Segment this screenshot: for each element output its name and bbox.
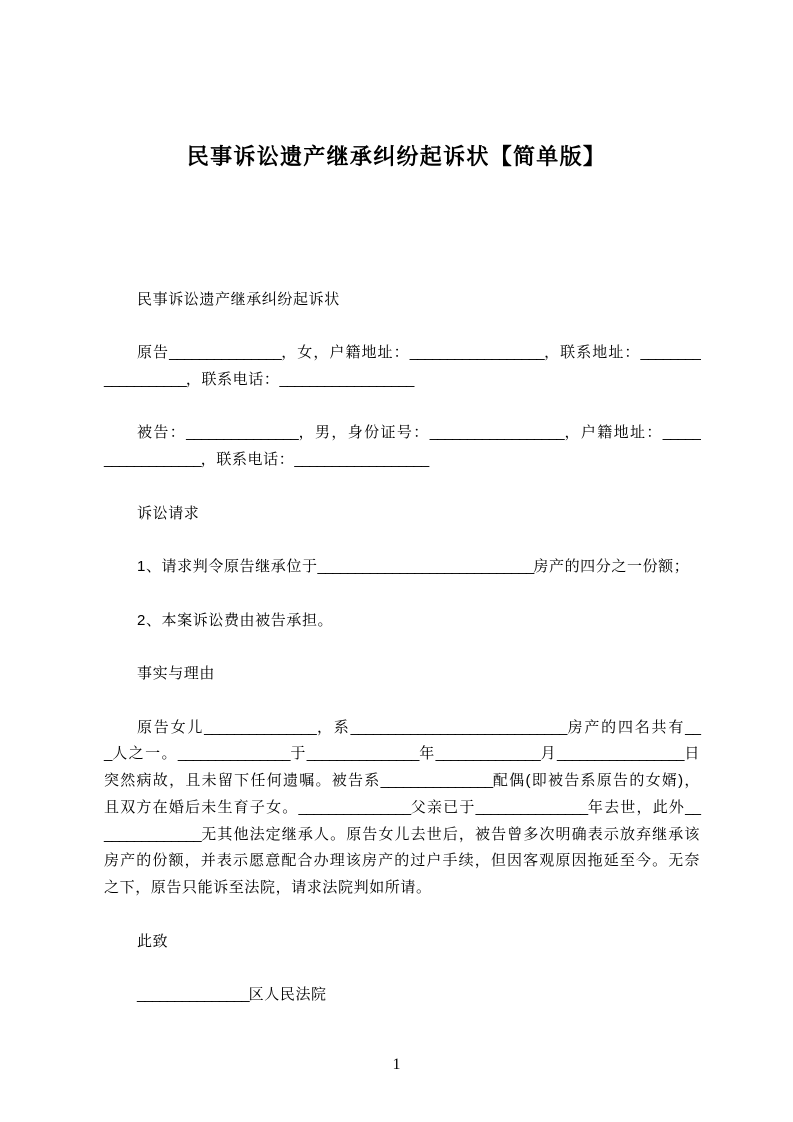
line-text: 房产的四名共有 (566, 718, 686, 736)
plaintiff-line-2 (104, 367, 700, 394)
line-text: 人之一。 (111, 745, 178, 763)
fill-in-blank: _______________ (475, 798, 588, 816)
line-text: ，联系电话： (200, 451, 295, 469)
fill-in-blank: _ (104, 745, 112, 763)
line-text: ，系 (315, 718, 351, 736)
facts-line-7 (104, 875, 700, 902)
facts-line-6 (104, 848, 700, 875)
claim-item-1 (104, 554, 700, 581)
fill-in-blank: _______________ (137, 986, 249, 1004)
line-text: 房产的份额，并表示愿意配合办理该房产的过户手续，但因客观原因拖延至今。无奈 (104, 852, 700, 870)
defendant-line-2 (104, 447, 700, 474)
line-text: 无其他法定继承人。原告女儿去世后，被告曾多次明确表示放弃继承该 (200, 825, 700, 843)
line-text: 2、本案诉讼费由被告承担。 (137, 611, 334, 629)
line-text: 月 (539, 745, 558, 763)
line-text: ，女，户籍地址： (280, 344, 410, 362)
claim-paragraph-1 (104, 554, 700, 581)
line-text: 且双方在婚后未生育子女。 (104, 798, 299, 816)
closing-paragraph (104, 929, 700, 956)
closing-salutation (104, 929, 700, 956)
line-text: 民事诉讼遗产继承纠纷起诉状 (137, 290, 340, 308)
fill-in-blank: ________ (640, 344, 700, 362)
fill-in-blank: _____________________________ (350, 718, 567, 736)
fill-in-blank: __________________ (429, 424, 564, 442)
fill-in-blank: _______________ (204, 718, 316, 736)
fill-in-blank: _____________ (104, 451, 201, 469)
fill-in-blank: ___________ (104, 370, 186, 388)
fill-in-blank: _______________ (186, 424, 298, 442)
line-text: 年去世，此外 (587, 798, 686, 816)
line-text: ，联系地址： (543, 344, 641, 362)
line-text: 房产的四分之一份额； (533, 558, 690, 576)
document-body (104, 287, 700, 1036)
fill-in-blank: _______________ (177, 745, 290, 763)
line-text: ，男，身份证号： (297, 424, 430, 442)
plaintiff-paragraph (104, 340, 700, 394)
line-text: 1、请求判令原告继承位于 (137, 558, 318, 576)
fill-in-blank: _______________ (169, 344, 281, 362)
fill-in-blank: _______________ (298, 798, 411, 816)
defendant-line-1 (104, 420, 700, 447)
complaint-heading (104, 287, 700, 314)
fill-in-blank: _____ (662, 424, 700, 442)
fill-in-blank: ______________ (435, 745, 540, 763)
page-number: 1 (392, 1056, 401, 1073)
claims-heading (104, 501, 700, 528)
fill-in-blank: __________________ (294, 451, 429, 469)
line-text: 之下，原告只能诉至法院，请求法院判如所请。 (104, 879, 432, 897)
line-text: 原告 (137, 344, 170, 362)
line-text: 此致 (137, 932, 169, 950)
line-text: 被告： (137, 424, 187, 442)
line-text: 原告女儿 (137, 718, 205, 736)
fill-in-blank: _____________ (104, 825, 201, 843)
facts-heading (104, 661, 700, 688)
defendant-paragraph (104, 420, 700, 474)
line-text: 诉讼请求 (137, 504, 200, 522)
line-text: 日 (683, 745, 700, 763)
line-text: 配偶(即被告系原告的女婿)， (492, 772, 700, 790)
court-name (104, 982, 700, 1009)
fill-in-blank: _____________________________ (317, 558, 534, 576)
facts-line-3 (104, 768, 700, 795)
facts-paragraph (104, 715, 700, 902)
heading-paragraph (104, 287, 700, 314)
fill-in-blank: _______________ (380, 772, 493, 790)
plaintiff-line-1 (104, 340, 700, 367)
claim-item-2 (104, 608, 700, 635)
fill-in-blank: __ (685, 798, 701, 816)
line-text: 区人民法院 (248, 986, 327, 1004)
document-title: 民事诉讼遗产继承纠纷起诉状【简单版】 (186, 144, 607, 169)
line-text: 事实与理由 (137, 665, 216, 683)
claim-paragraph-2 (104, 608, 700, 635)
fill-in-blank: __ (685, 718, 701, 736)
fill-in-blank: __________________ (279, 370, 414, 388)
facts-heading-paragraph (104, 661, 700, 688)
facts-line-2 (104, 741, 700, 768)
line-text: 年 (418, 745, 436, 763)
line-text: ，户籍地址： (563, 424, 663, 442)
facts-line-5 (104, 822, 700, 849)
line-text: 突然病故，且未留下任何遗嘱。被告系 (104, 772, 381, 790)
court-paragraph (104, 982, 700, 1009)
claims-heading-paragraph (104, 501, 700, 528)
line-text: 于 (289, 745, 307, 763)
facts-line-1 (104, 715, 700, 742)
line-text: 父亲已于 (410, 798, 476, 816)
facts-line-4 (104, 795, 700, 822)
fill-in-blank: __________________ (409, 344, 544, 362)
line-text: ，联系电话： (185, 370, 280, 388)
fill-in-blank: _______________ (306, 745, 419, 763)
fill-in-blank: _________________ (557, 745, 684, 763)
